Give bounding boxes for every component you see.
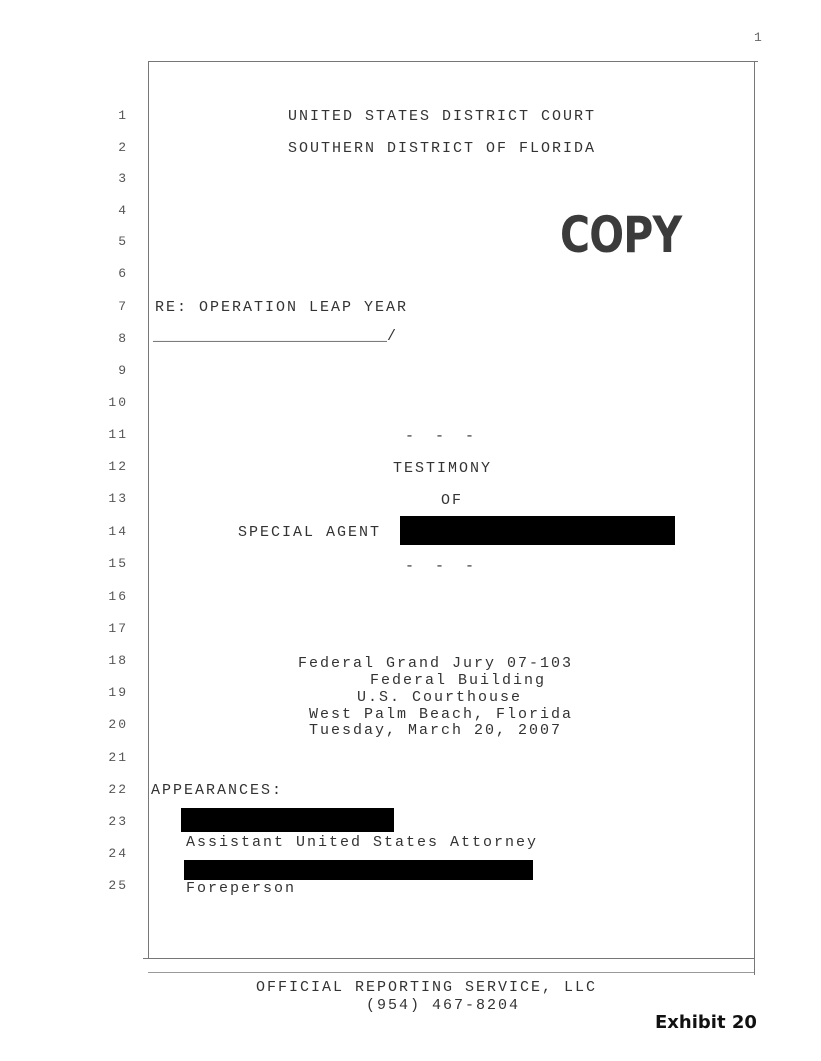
court-name-line2: SOUTHERN DISTRICT OF FLORIDA bbox=[288, 140, 597, 157]
line-number: 19 bbox=[108, 685, 128, 700]
redaction-block bbox=[400, 516, 675, 545]
location-line: Federal Grand Jury 07-103 bbox=[298, 655, 574, 672]
line-number: 18 bbox=[108, 653, 128, 668]
line-number: 2 bbox=[118, 140, 128, 155]
testimony-of: OF bbox=[441, 492, 464, 509]
appearance-role: Foreperson bbox=[186, 880, 297, 897]
page-frame-top bbox=[148, 61, 758, 62]
appearances-heading: APPEARANCES: bbox=[151, 782, 284, 799]
line-number: 20 bbox=[108, 717, 128, 732]
line-number: 8 bbox=[118, 331, 128, 346]
page-frame-bottom-rule bbox=[148, 972, 754, 973]
reporting-phone: (954) 467-8204 bbox=[366, 997, 521, 1014]
page-frame-left bbox=[148, 61, 149, 959]
page-number: 1 bbox=[754, 30, 762, 45]
exhibit-label: Exhibit 20 bbox=[655, 1012, 757, 1033]
line-number: 5 bbox=[118, 234, 128, 249]
line-number: 1 bbox=[118, 108, 128, 123]
line-number: 3 bbox=[118, 171, 128, 186]
line-number: 9 bbox=[118, 363, 128, 378]
redaction-block bbox=[181, 808, 394, 832]
line-number: 22 bbox=[108, 782, 128, 797]
line-number: 12 bbox=[108, 459, 128, 474]
line-number: 24 bbox=[108, 846, 128, 861]
re-line: RE: OPERATION LEAP YEAR bbox=[155, 299, 409, 316]
line-number: 15 bbox=[108, 556, 128, 571]
line-number: 13 bbox=[108, 491, 128, 506]
witness-label: SPECIAL AGENT bbox=[238, 524, 382, 541]
line-number: 14 bbox=[108, 524, 128, 539]
line-number: 7 bbox=[118, 299, 128, 314]
line-number: 16 bbox=[108, 589, 128, 604]
testimony-title: TESTIMONY bbox=[393, 460, 493, 477]
line-number: 23 bbox=[108, 814, 128, 829]
page-frame-bottom bbox=[143, 958, 755, 959]
location-line: Federal Building bbox=[370, 672, 547, 689]
line-number: 4 bbox=[118, 203, 128, 218]
line-number: 11 bbox=[108, 427, 128, 442]
location-line: Tuesday, March 20, 2007 bbox=[309, 722, 563, 739]
reporting-company: OFFICIAL REPORTING SERVICE, LLC bbox=[256, 979, 598, 996]
line-number: 10 bbox=[108, 395, 128, 410]
line-number: 6 bbox=[118, 266, 128, 281]
location-line: U.S. Courthouse bbox=[357, 689, 523, 706]
location-line: West Palm Beach, Florida bbox=[309, 706, 574, 723]
redaction-block bbox=[184, 860, 533, 880]
line-number: 17 bbox=[108, 621, 128, 636]
appearance-role: Assistant United States Attorney bbox=[186, 834, 539, 851]
page-frame-right bbox=[754, 61, 755, 975]
copy-stamp: COPY bbox=[560, 206, 682, 264]
line-number: 25 bbox=[108, 878, 128, 893]
separator-dashes: - - - bbox=[405, 428, 481, 445]
separator-dashes: - - - bbox=[405, 558, 481, 575]
court-name-line1: UNITED STATES DISTRICT COURT bbox=[288, 108, 597, 125]
line-number: 21 bbox=[108, 750, 128, 765]
caption-underline: __________________________/ bbox=[153, 328, 397, 345]
